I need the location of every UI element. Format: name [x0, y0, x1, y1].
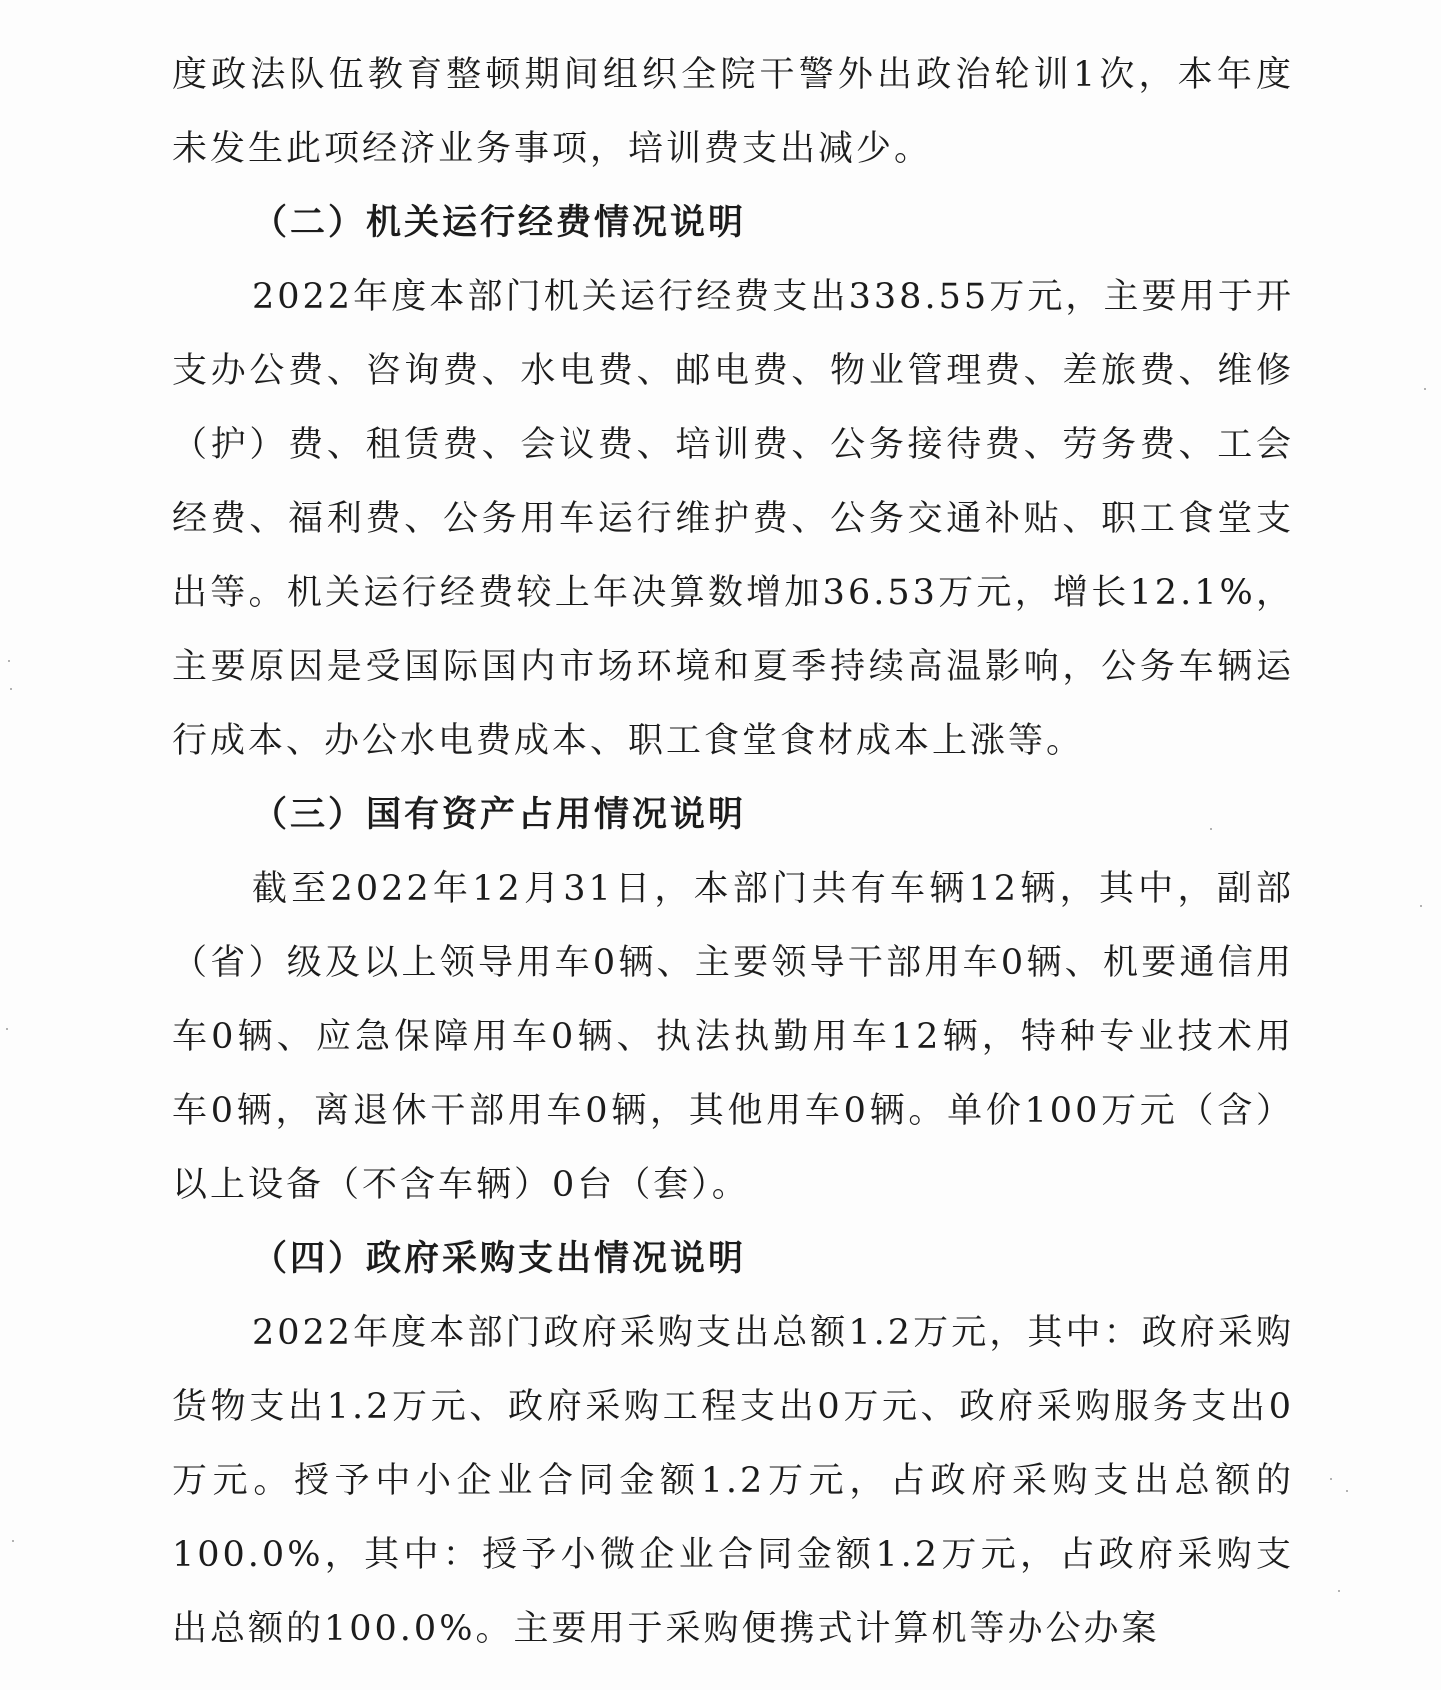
scan-speck: [1338, 1590, 1340, 1592]
scan-speck: [1346, 1490, 1348, 1492]
paragraph-state-assets: 截至2022年12月31日，本部门共有车辆12辆，其中，副部（省）级及以上领导用车0辆、主要领导干部用车0辆、机要通信用车0辆、应急保障用车0辆、执法执勤用车12辆，特种专业技术用车0辆，离退休干部用车0辆，其他用车0辆。单价100万元（含）以上设备（不含车辆）0台（套）。: [172, 869, 1294, 1205]
paragraph-training-fee-continuation: 度政法队伍教育整顿期间组织全院干警外出政治轮训1次，本年度未发生此项经济业务事项，培训费支出减少。: [172, 55, 1294, 169]
scan-speck: [1424, 388, 1426, 390]
document-body: [172, 38, 1294, 1666]
scan-speck: [8, 660, 10, 662]
scan-speck: [6, 1028, 8, 1030]
heading-office-operating-expenses: （二）机关运行经费情况说明: [252, 203, 747, 243]
scan-speck: [10, 688, 12, 690]
scan-speck: [12, 1540, 14, 1542]
scan-speck: [1210, 828, 1212, 830]
scan-speck: [1420, 905, 1422, 907]
paragraph-government-procurement: 2022年度本部门政府采购支出总额1.2万元，其中：政府采购货物支出1.2万元、政府采购工程支出0万元、政府采购服务支出0万元。授予中小企业合同金额1.2万元，占政府采购支出总额的100.0%，其中：授予小微企业合同金额1.2万元，占政府采购支出总额的100.0%。主要用于采购便携式计算机等办公办案: [172, 1313, 1294, 1649]
heading-state-assets: （三）国有资产占用情况说明: [252, 795, 747, 835]
paragraph-office-operating-expenses: 2022年度本部门机关运行经费支出338.55万元，主要用于开支办公费、咨询费、水电费、邮电费、物业管理费、差旅费、维修（护）费、租赁费、会议费、培训费、公务接待费、劳务费、工会经费、福利费、公务用车运行维护费、公务交通补贴、职工食堂支出等。机关运行经费较上年决算数增加36.53万元，增长12.1%，主要原因是受国际国内市场环境和夏季持续高温影响，公务车辆运行成本、办公水电费成本、职工食堂食材成本上涨等。: [172, 277, 1294, 761]
scan-speck: [1330, 1478, 1332, 1480]
heading-government-procurement: （四）政府采购支出情况说明: [252, 1239, 747, 1279]
